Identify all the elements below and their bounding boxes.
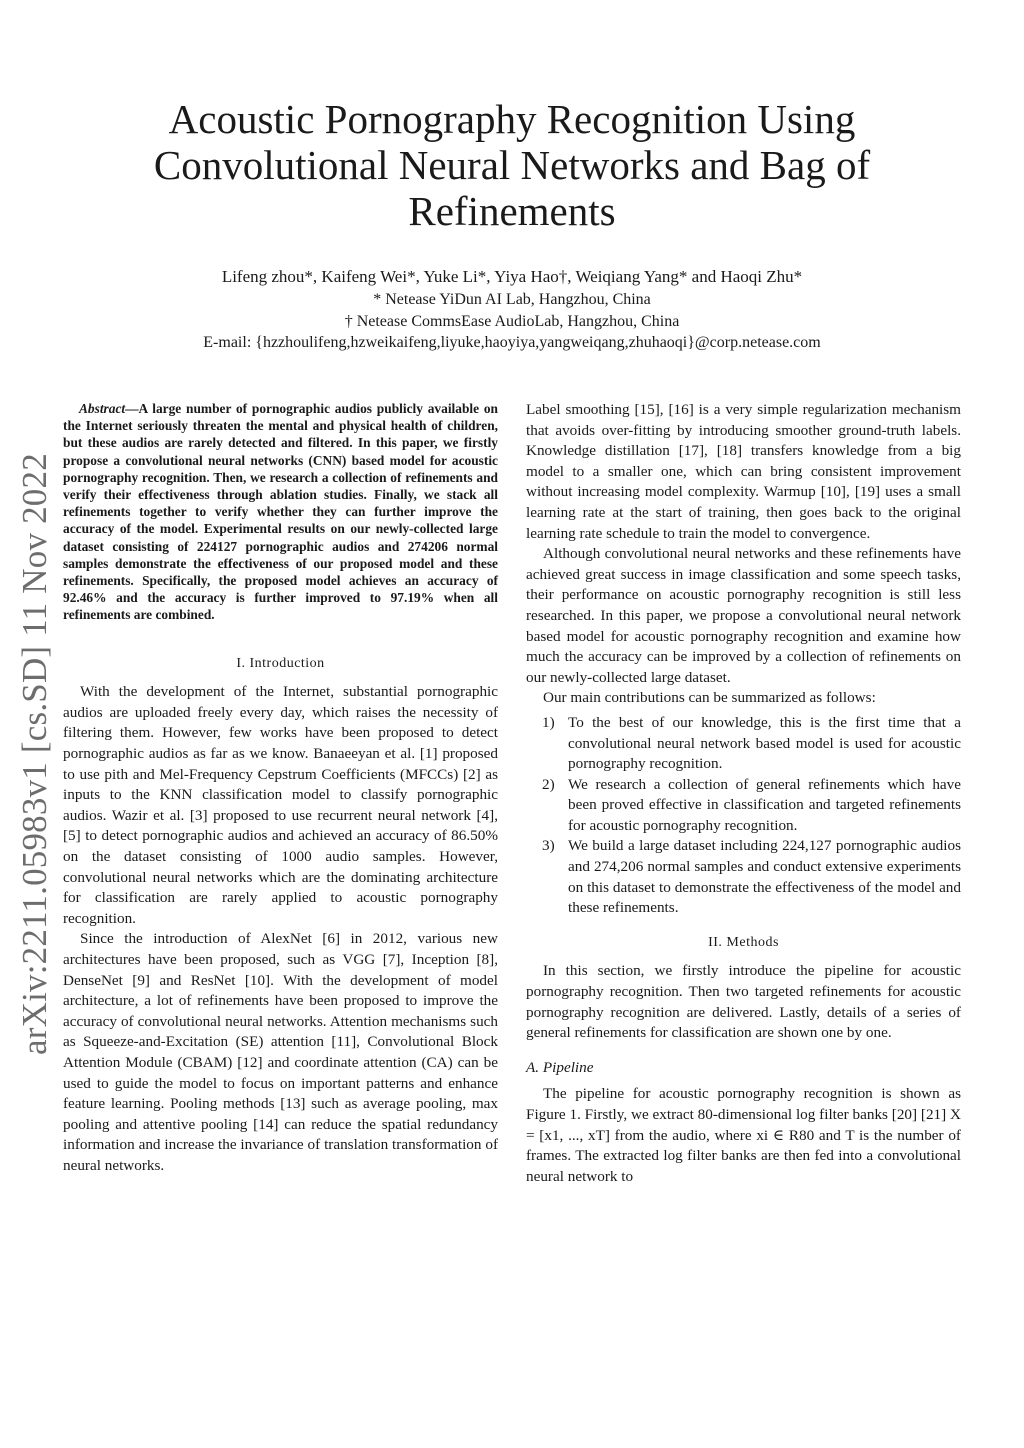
list-item-text: We build a large dataset including 224,127 pornographic audios and 274,206 normal samples and conduct extensive experiments on this dataset to demonstrate the effectiveness of the model and these refinements. [568, 837, 961, 917]
title-line-3: Refinements [408, 188, 616, 234]
right-paragraph-2: Although convolutional neural networks and these refinements have achieved great success in image classification and some speech tasks, their performance on acoustic pornography recognition is still less researched. In this paper, we propose a convolutional neural network based model for acoustic pornography recognition and examine how much the accuracy can be improved by a collection of refinements on our newly-collected large dataset. [526, 545, 961, 686]
list-item-number: 1) [542, 713, 555, 731]
subsection-heading-pipeline: A. Pipeline [526, 1058, 594, 1076]
intro-paragraph-1: With the development of the Internet, substantial pornographic audios are uploaded freely every day, which raises the necessity of filtering them. However, few works have been proposed to detect pornographic audios as far as we know. Banaeeyan et al. [1] proposed to use pith and Mel-Frequency Cepstrum Coefficients (MFCCs) [2] as inputs to the KNN classification model to classify pornographic audios. Wazir et al. [3] proposed to use recurrent neural network [4], [5] to detect pornographic audios and achieved an accuracy of 86.50% on the dataset consisting of 1000 audio samples. However, convolutional neural networks which are the dominating architecture for classification are rarely applied to acoustic pornography recognition. [63, 683, 498, 927]
arxiv-stamp: arXiv:2211.05983v1 [cs.SD] 11 Nov 2022 [15, 453, 54, 1055]
affiliation-2: † Netease CommsEase AudioLab, Hangzhou, China [344, 313, 680, 330]
right-column [526, 400, 961, 1187]
intro-paragraph-2: Since the introduction of AlexNet [6] in 2012, various new architectures have been proposed, such as VGG [7], Inception [8], DenseNet [9] and ResNet [10]. With the development of model architecture, a lot of refinements have been proposed to improve the accuracy of convolutional neural networks. Attention mechanisms such as Squeeze-and-Excitation (SE) attention [11], Convolutional Block Attention Module (CBAM) [12] and coordinate attention (CA) can be used to guide the model to focus on important patterns and enhance feature learning. Pooling methods [13] such as average pooling, max pooling and attentive pooling [14] can reduce the spatial redundancy information and increase the invariance of translation transformation of neural networks. [63, 930, 498, 1174]
title-line-2: Convolutional Neural Networks and Bag of [153, 142, 871, 188]
abstract [63, 400, 498, 624]
list-item-text: To the best of our knowledge, this is the first time that a convolutional neural network based model is used for acoustic pornography recognition. [568, 713, 961, 773]
list-item [526, 836, 961, 918]
contributions-intro: Our main contributions can be summarized as follows: [543, 689, 876, 707]
list-item [526, 775, 961, 837]
methods-intro: In this section, we firstly introduce the pipeline for acoustic pornography recognition. Then two targeted refinements for acoustic pornography recognition are delivered. Lastly, details of a series of general refinements for classification are shown one by one. [526, 962, 961, 1042]
list-item-text: We research a collection of general refinements which have been proved effective in classification and targeted refinements for acoustic pornography recognition. [568, 775, 961, 834]
list-item [526, 713, 961, 775]
abstract-label: Abstract [79, 401, 126, 416]
abstract-text: —A large number of pornographic audios publicly available on the Internet seriously threaten the mental and physical health of children, but these audios are rarely detected and filtered. In this paper, we firstly propose a convolutional neural networks (CNN) based model for acoustic pornography recognition. Then, we research a collection of refinements and verify their effectiveness through ablation studies. Finally, we stack all refinements together to verify whether they can further improve the accuracy of the model. Experimental results on our newly-collected large dataset consisting of 224127 pornographic audios and 274206 normal samples demonstrate the effectiveness of our proposed model and these refinements. Specifically, the proposed model achieves an accuracy of 92.46% and the accuracy is further improved to 97.19% when all refinements are combined. [63, 401, 498, 623]
author-list: Lifeng zhou*, Kaifeng Wei*, Yuke Li*, Yiya Hao†, Weiqiang Yang* and Haoqi Zhu* [221, 267, 803, 286]
affiliation-1: * Netease YiDun AI Lab, Hangzhou, China [373, 291, 651, 308]
author-email: E-mail: {hzzhoulifeng,hzweikaifeng,liyuke,haoyiya,yangweiqang,zhuhaoqi}@corp.netease.com [203, 334, 821, 351]
left-column [63, 400, 498, 1176]
right-paragraph-1: Label smoothing [15], [16] is a very simple regularization mechanism that avoids over-fitting by introducing smoother ground-truth labels. Knowledge distillation [17], [18] transfers knowledge from a big model to a smaller one, which can bring consistent improvement without increasing model complexity. Warmup [10], [19] uses a small learning rate at the start of training, then goes back to the original learning rate schedule to train the model to convergence. [526, 401, 961, 542]
contributions-list [526, 713, 961, 919]
section-heading-methods: II. Methods [708, 934, 779, 950]
paper-title [100, 96, 924, 234]
section-heading-introduction: I. Introduction [236, 655, 325, 671]
list-item-number: 3) [542, 837, 555, 855]
title-line-1: Acoustic Pornography Recognition Using [168, 96, 856, 142]
pipeline-paragraph: The pipeline for acoustic pornography recognition is shown as Figure 1. Firstly, we extract 80-dimensional log filter banks [20] [21] X = [x1, ..., xT] from the audio, where xi ∈ R80 and T is the number of frames. The extracted log filter banks are then fed into a convolutional neural network to [526, 1085, 961, 1185]
list-item-number: 2) [542, 775, 555, 793]
